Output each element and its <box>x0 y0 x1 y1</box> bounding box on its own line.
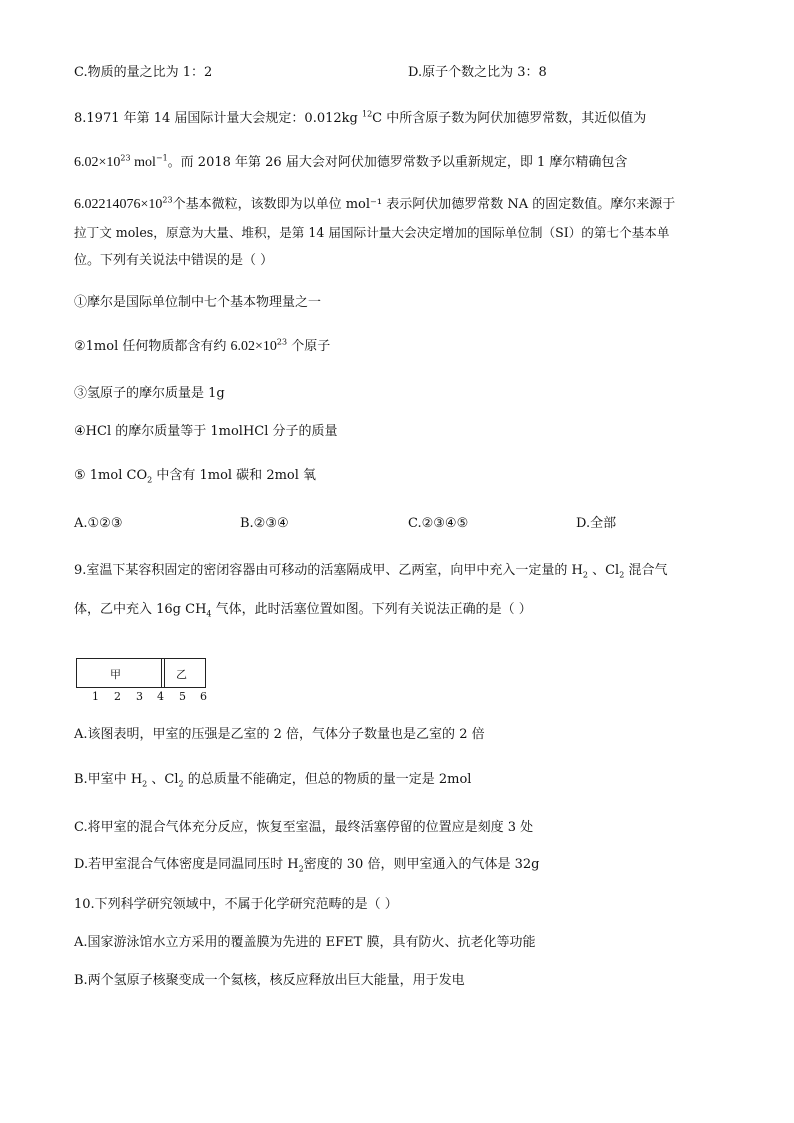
q9-stem-line2: 体，乙中充入 16g $CH_4$ 气体，此时活塞位置如图。下列有关说法正确的是（ ） <box>74 602 532 619</box>
q7-option-d: D.原子个数之比为 3：8 <box>408 65 547 80</box>
scale-tick-6: 6 <box>200 690 207 703</box>
q9-option-d: D.若甲室混合气体密度是同温同压时 $H_2$密度的 30 倍，则甲室通入的气体是 32g <box>74 857 540 874</box>
q8-option-c: C.②③④⑤ <box>408 516 469 531</box>
q8-option-d: D.全部 <box>576 516 617 531</box>
piston <box>161 659 165 687</box>
q9-option-c: C.将甲室的混合气体充分反应，恢复至室温，最终活塞停留的位置应是刻度 3 处 <box>74 820 534 835</box>
scale-tick-2: 2 <box>114 690 121 703</box>
q8-stem-line2: $6.02\times 10^{23}$ mol$^{-1}$。而 2018 年第 26 届大会对阿伏加德罗常数予以重新规定，即 1 摩尔精确包含 <box>74 153 628 170</box>
piston-container-diagram <box>76 658 206 688</box>
q9-stem-line1: 9.室温下某容积固定的密闭容器由可移动的活塞隔成甲、乙两室，向甲中充入一定量的 $H_2$ 、$Cl_2$ 混合气 <box>74 563 668 580</box>
q9-option-b: B.甲室中 $H_2$ 、$Cl_2$ 的总质量不能确定，但总的物质的量一定是 2mol <box>74 772 472 789</box>
q10-option-a: A.国家游泳馆水立方采用的覆盖膜为先进的 EFET 膜，具有防火、抗老化等功能 <box>74 935 536 950</box>
q7-option-c: C.物质的量之比为 1：2 <box>74 65 213 80</box>
q8-statement-3: ③氢原子的摩尔质量是 1g <box>74 386 225 401</box>
scale-tick-4: 4 <box>157 690 164 703</box>
scale-tick-3: 3 <box>136 690 143 703</box>
chamber-yi-label: 乙 <box>176 668 187 681</box>
chamber-jia-label: 甲 <box>110 668 121 681</box>
q8-stem-line5: 位。下列有关说法中错误的是（ ） <box>74 253 274 268</box>
scale-tick-1: 1 <box>92 690 99 703</box>
scale-tick-5: 5 <box>179 690 186 703</box>
q10-stem: 10.下列科学研究领域中，不属于化学研究范畴的是（ ） <box>74 897 398 912</box>
q8-option-a: A.①②③ <box>74 516 123 531</box>
q10-option-b: B.两个氢原子核聚变成一个氦核，核反应释放出巨大能量，用于发电 <box>74 973 465 988</box>
q8-statement-1: ①摩尔是国际单位制中七个基本物理量之一 <box>74 295 322 310</box>
q8-statement-4: ④HCl 的摩尔质量等于 1molHCl 分子的质量 <box>74 424 338 439</box>
q8-stem-line4: 拉丁文 moles，原意为大量、堆积，是第 14 届国际计量大会决定增加的国际单位制（SI）的第七个基本单 <box>74 225 670 240</box>
q8-stem-line3: $6.02214076\times 10^{23}$个基本微粒，该数即为以单位 mol⁻¹ 表示阿伏加德罗常数 NA 的固定数值。摩尔来源于 <box>74 195 676 212</box>
q8-statement-2: ②1mol 任何物质都含有约 $6.02\times 10^{23}$ 个原子 <box>74 337 331 354</box>
q8-stem-line1: 8.1971 年第 14 届国际计量大会规定：0.012kg $^{12}$C 中所含原子数为阿伏加德罗常数，其近似值为 <box>74 109 647 126</box>
q9-option-a: A.该图表明，甲室的压强是乙室的 2 倍，气体分子数量也是乙室的 2 倍 <box>74 727 485 742</box>
q8-statement-5: ⑤ 1mol $CO_2$ 中含有 1mol 碳和 2mol 氧 <box>74 468 317 485</box>
q8-option-b: B.②③④ <box>240 516 289 531</box>
